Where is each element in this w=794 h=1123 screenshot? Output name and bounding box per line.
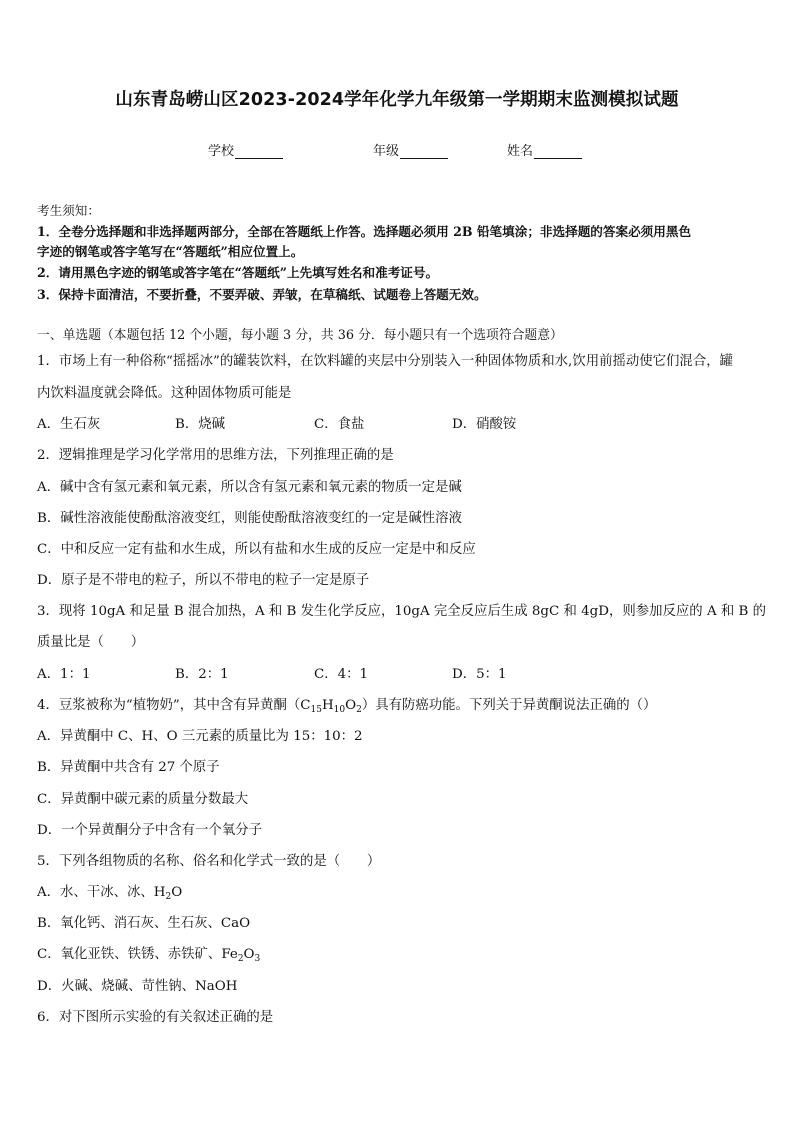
q3-stem-line-1: 3．现将 10gA 和足量 B 混合加热，A 和 B 发生化学反应，10gA 完全反应后生成 8gC 和 4gD，则参加反应的 A 和 B 的: [37, 604, 767, 619]
q5-option-d[interactable]: D．火碱、烧碱、苛性钠、NaOH: [37, 979, 238, 994]
grade-field[interactable]: [373, 140, 448, 159]
q5-option-b[interactable]: B．氧化钙、消石灰、生石灰、CaO: [37, 916, 251, 931]
q2-stem: 2．逻辑推理是学习化学常用的思维方法，下列推理正确的是: [37, 448, 394, 463]
q4-option-d[interactable]: D．一个异黄酮分子中含有一个氧分子: [37, 823, 262, 838]
q5-a-sub: 2: [165, 892, 172, 902]
school-blank[interactable]: [235, 144, 283, 159]
q5-c-text: C．氧化亚铁、铁锈、赤铁矿、Fe: [37, 947, 238, 962]
q5-a-text: A．水、干冰、冰、H: [37, 885, 166, 900]
q4-stem-after: ）具有防癌功能。下列关于异黄酮说法正确的（）: [361, 698, 657, 713]
q1-stem-line-1: 1．市场上有一种俗称“摇摇冰”的罐装饮料，在饮料罐的夹层中分别装入一种固体物质和水,饮用前摇动使它们混合，罐: [37, 354, 733, 369]
notice-item-1-line-1: 1．全卷分选择题和非选择题两部分，全部在答题纸上作答。选择题必须用 2B 铅笔填涂；非选择题的答案必须用黑色: [37, 224, 692, 239]
q4-stem-before: 4．豆浆被称为“植物奶”，其中含有异黄酮（C: [37, 698, 311, 713]
q4-sub-15: 15: [310, 705, 322, 715]
school-field[interactable]: [208, 140, 283, 159]
notice-item-1-line-2: 字迹的钢笔或答字笔写在“答题纸”相应位置上。: [37, 244, 304, 259]
q4-o: O: [345, 698, 357, 713]
q5-option-c[interactable]: [37, 946, 260, 964]
notice-item-2: 2．请用黑色字迹的钢笔或答字笔在“答题纸”上先填写姓名和准考证号。: [37, 265, 439, 280]
q5-c-sub-1: 2: [237, 954, 244, 964]
student-info-row: [0, 140, 794, 160]
school-label: 学校: [208, 144, 235, 159]
q3-option-b[interactable]: B．2：1: [175, 667, 229, 682]
q1-option-c[interactable]: C．食盐: [314, 417, 365, 432]
q4-stem: [37, 697, 656, 715]
grade-label: 年级: [373, 144, 400, 159]
notice-item-3: 3．保持卡面清洁，不要折叠，不要弄破、弄皱，在草稿纸、试题卷上答题无效。: [37, 287, 487, 302]
q2-option-b[interactable]: B．碱性溶液能使酚酞溶液变红，则能使酚酞溶液变红的一定是碱性溶液: [37, 511, 462, 526]
q3-option-d[interactable]: D．5：1: [452, 667, 507, 682]
q3-stem-line-2: 质量比是（ ）: [37, 635, 145, 650]
q5-c-sub-2: 3: [254, 954, 261, 964]
q5-c-mid: O: [243, 947, 255, 962]
q2-option-d[interactable]: D．原子是不带电的粒子，所以不带电的粒子一定是原子: [37, 573, 370, 588]
grade-blank[interactable]: [400, 144, 448, 159]
q3-option-c[interactable]: C．4：1: [314, 667, 369, 682]
q1-option-b[interactable]: B．烧碱: [175, 417, 226, 432]
section-1-heading: 一、单选题（本题包括 12 个小题，每小题 3 分，共 36 分．每小题只有一个选项符合题意）: [37, 328, 563, 343]
name-blank[interactable]: [534, 144, 582, 159]
q3-option-a[interactable]: A．1：1: [37, 667, 91, 682]
q1-option-d[interactable]: D．硝酸铵: [452, 417, 517, 432]
q2-option-c[interactable]: C．中和反应一定有盐和水生成，所以有盐和水生成的反应一定是中和反应: [37, 542, 476, 557]
q1-stem-line-2: 内饮料温度就会降低。这种固体物质可能是: [37, 386, 292, 401]
page-title: 山东青岛崂山区2023-2024学年化学九年级第一学期期末监测模拟试题: [115, 90, 679, 110]
q5-option-a[interactable]: [37, 884, 182, 902]
q4-sub-10: 10: [333, 705, 346, 715]
q4-option-a[interactable]: A．异黄酮中 C、H、O 三元素的质量比为 15：10：2: [37, 729, 363, 744]
q2-option-a[interactable]: A．碱中含有氢元素和氧元素，所以含有氢元素和氧元素的物质一定是碱: [37, 480, 462, 495]
q6-stem: 6．对下图所示实验的有关叙述正确的是: [37, 1010, 274, 1025]
q4-option-b[interactable]: B．异黄酮中共含有 27 个原子: [37, 760, 220, 775]
q4-option-c[interactable]: C．异黄酮中碳元素的质量分数最大: [37, 792, 249, 807]
q4-sub-2: 2: [356, 705, 362, 715]
q1-option-a[interactable]: A．生石灰: [37, 417, 101, 432]
q5-stem: 5．下列各组物质的名称、俗名和化学式一致的是（ ）: [37, 854, 381, 869]
name-label: 姓名: [507, 144, 534, 159]
notice-heading: 考生须知：: [37, 203, 100, 218]
name-field[interactable]: [507, 140, 582, 159]
q5-a-end: O: [171, 885, 183, 900]
q4-h: H: [321, 698, 334, 713]
